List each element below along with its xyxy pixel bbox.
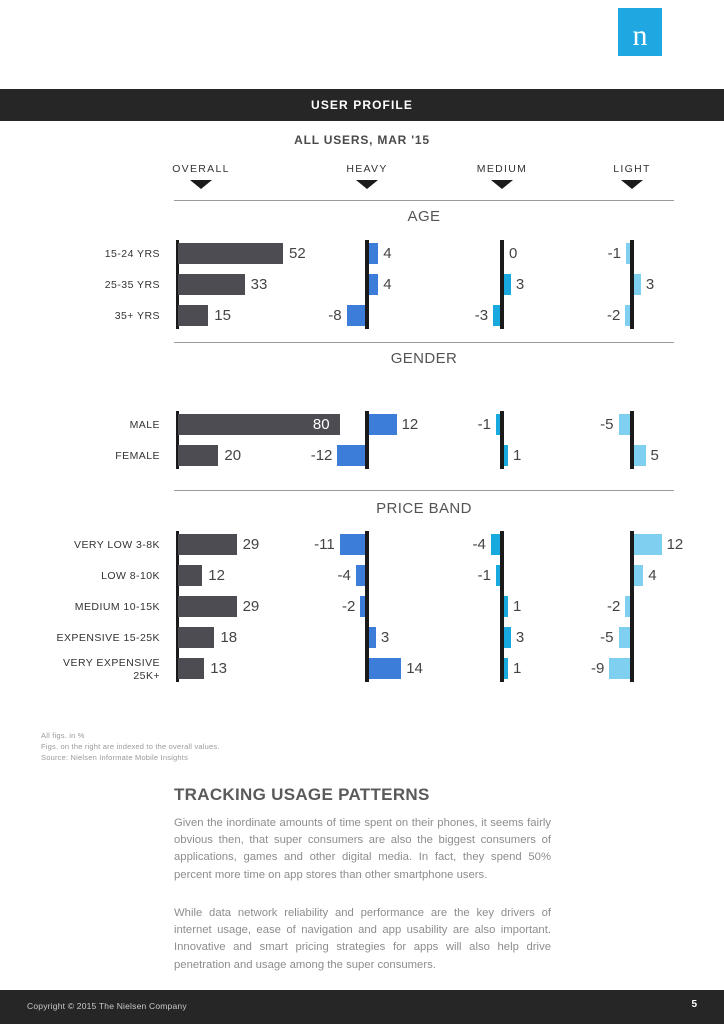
chart-subtitle: ALL USERS, MAR '15 [294, 133, 430, 147]
article-paragraph-1: Given the inordinate amounts of time spent on their phones, it seems fairly obvious then, that super consumers are also the biggest consumers of applications, games and other digital media. In fact, they spend 50% percent more time on app stores than other smartphone users. [174, 817, 551, 881]
footnote-line-1: Figs. on the right are indexed to the overall values. [41, 742, 220, 751]
footer-page-number: 5 [691, 999, 697, 1010]
row-label: 35+ YRS [114, 310, 160, 322]
section-rule-0 [174, 200, 674, 201]
bar-value-heavy: -11 [314, 536, 335, 553]
bar-value-overall: 13 [210, 660, 227, 677]
page-title-bar [0, 89, 724, 121]
footnote-line-2: Source: Nielsen Informate Mobile Insights [41, 753, 189, 762]
bar-value-light: -2 [607, 598, 621, 615]
bar-value-overall: 80 [312, 416, 330, 433]
bar-value-overall: 15 [214, 307, 231, 324]
column-arrow-heavy [356, 180, 378, 189]
footnote-block [41, 730, 220, 763]
bar-light [625, 596, 630, 617]
row-label: MALE [129, 419, 160, 431]
bar-value-heavy: -8 [328, 307, 342, 324]
section-rule-1 [174, 342, 674, 343]
bar-value-heavy: 14 [406, 660, 423, 677]
bar-overall [178, 627, 214, 648]
bar-medium [496, 565, 500, 586]
column-header-heavy: HEAVY [346, 163, 388, 175]
column-header-light: LIGHT [613, 163, 651, 175]
bar-heavy [369, 658, 401, 679]
column-arrow-medium [491, 180, 513, 189]
bar-value-medium: 3 [515, 276, 525, 293]
bar-value-heavy: -2 [342, 598, 356, 615]
bar-heavy [340, 534, 365, 555]
bar-light [634, 534, 662, 555]
bar-overall [178, 243, 283, 264]
bar-heavy [337, 445, 365, 466]
bar-overall [178, 445, 218, 466]
bar-heavy [369, 243, 378, 264]
section-title: AGE [407, 208, 441, 225]
section-rule-2 [174, 490, 674, 491]
row-label: 15-24 YRS [104, 248, 160, 260]
column-header-overall: OVERALL [172, 163, 230, 175]
bar-value-medium: -1 [477, 416, 491, 433]
bar-light [619, 627, 631, 648]
bar-value-overall: 33 [250, 276, 268, 293]
bar-light [634, 274, 641, 295]
bar-value-medium: -1 [477, 567, 491, 584]
bar-light [634, 565, 643, 586]
bar-overall [178, 658, 204, 679]
bar-light [609, 658, 630, 679]
article-heading: TRACKING USAGE PATTERNS [174, 785, 430, 804]
row-label: 25-35 YRS [104, 279, 160, 291]
page-title: USER PROFILE [311, 98, 413, 112]
row-label: VERY EXPENSIVE 25K+ [63, 657, 160, 682]
section-title: GENDER [390, 350, 458, 367]
bar-overall [178, 534, 237, 555]
bar-value-medium: 3 [515, 629, 525, 646]
bar-medium [493, 305, 500, 326]
footer-copyright: Copyright © 2015 The Nielsen Company [27, 1001, 187, 1011]
bar-value-heavy: 4 [383, 245, 392, 262]
bar-value-overall: 18 [220, 629, 238, 646]
bar-heavy [347, 305, 365, 326]
bar-medium [504, 274, 511, 295]
bar-value-overall: 29 [242, 536, 260, 553]
bar-medium [504, 627, 511, 648]
bar-value-heavy: 3 [380, 629, 390, 646]
bar-light [626, 243, 630, 264]
bar-medium [504, 658, 508, 679]
section-title: PRICE BAND [376, 500, 472, 517]
bar-value-medium: 1 [513, 660, 522, 677]
row-label: VERY LOW 3-8K [74, 539, 160, 551]
bar-value-light: -5 [600, 629, 614, 646]
bar-medium [504, 596, 508, 617]
row-label: MEDIUM 10-15K [74, 601, 160, 613]
column-arrow-light [621, 180, 643, 189]
bar-value-overall: 52 [289, 245, 306, 262]
bar-heavy [356, 565, 365, 586]
nielsen-logo [618, 8, 662, 56]
nielsen-logo-glyph: n [632, 19, 648, 52]
bar-overall [178, 274, 245, 295]
column-header-medium: MEDIUM [476, 163, 528, 175]
bar-value-light: -2 [607, 307, 621, 324]
bar-value-medium: 1 [513, 447, 522, 464]
bar-value-light: -1 [607, 245, 621, 262]
bar-heavy [369, 627, 376, 648]
bar-value-medium: -3 [474, 307, 489, 324]
bar-value-overall: 12 [208, 567, 225, 584]
footnote-line-0: All figs. in % [41, 731, 85, 740]
bar-overall [178, 565, 202, 586]
bar-heavy [369, 274, 378, 295]
bar-overall [178, 305, 208, 326]
bar-value-overall: 20 [224, 447, 242, 464]
bar-overall [178, 596, 237, 617]
bar-heavy [360, 596, 365, 617]
bar-medium [491, 534, 500, 555]
bar-light [619, 414, 631, 435]
row-label: FEMALE [115, 450, 160, 462]
column-arrow-overall [190, 180, 212, 189]
article-paragraph-2: While data network reliability and performance are the key drivers of internet usage, ease of navigation and app usability are also important. Innovative and smart pricing strategies for apps will also help drive penetration and usage among the super consumers. [174, 907, 551, 971]
bar-value-light: -9 [590, 660, 605, 677]
bar-heavy [369, 414, 397, 435]
bar-value-light: 3 [645, 276, 655, 293]
bar-value-light: 5 [650, 447, 659, 464]
bar-value-medium: 1 [513, 598, 522, 615]
page-footer [0, 990, 724, 1024]
bar-value-medium: 0 [509, 245, 518, 262]
row-label: EXPENSIVE 15-25K [56, 632, 160, 644]
bar-value-heavy: -12 [310, 447, 333, 464]
bar-medium [496, 414, 500, 435]
row-label: LOW 8-10K [101, 570, 160, 582]
bar-light [625, 305, 630, 326]
bar-value-heavy: 12 [401, 416, 419, 433]
bar-value-light: 4 [648, 567, 657, 584]
bar-value-heavy: 4 [383, 276, 392, 293]
bar-medium [504, 445, 508, 466]
bar-value-medium: -4 [472, 536, 486, 553]
bar-value-light: 12 [666, 536, 684, 553]
bar-value-light: -5 [600, 416, 614, 433]
bar-value-heavy: -4 [337, 567, 351, 584]
bar-light [634, 445, 646, 466]
bar-value-overall: 29 [242, 598, 260, 615]
